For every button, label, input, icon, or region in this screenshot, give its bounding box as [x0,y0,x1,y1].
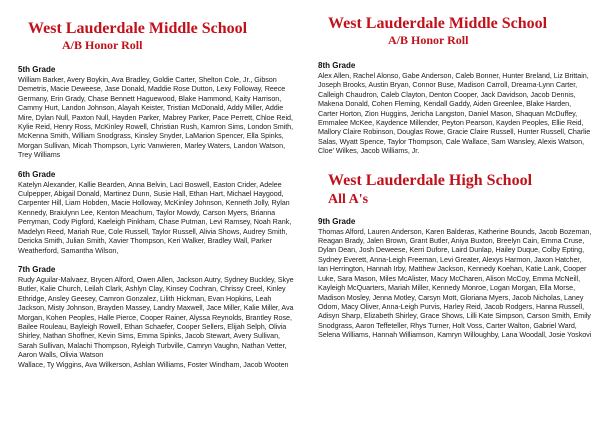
school-title: West Lauderdale Middle School [328,15,548,32]
student-list: Thomas Alford, Lauren Anderson, Karen Balderas, Katherine Bounds, Jacob Bozeman, Reagan Brady, Jalen Brown, Grant Butler, Aniya Buxton, Breelyn Cain, Emma Cruse, Dylan Dean, Josh Deweese, Kerri Dufore, Laird Dunlap, Hailey Duque, Colby Epting, Sydney Everett, Anna-Leigh Freeman, Levi Greater, Alexys Harmon, Jaxon Hatcher, Ian Herrington, Hannah Irby, Matthew Jackson, Kennedy Koehan, Katie Lank, Cooper Luke, Sara Mason, Miles McAlister, Macy McCharen, Alison McCoy, Emma McNeill, Kayleigh McQuarters, Mariah Miller, Kennedy Monroe, Logan Morgan, Ella Morse, Madison Mosley, Jenna Motley, Carsyn Mott, Gloriana Myers, Jacob Nicholas, Laney Odom, Macy Oliver, Anna-Leigh Purvis, Harley Reid, Jacob Rodgers, Hanna Russell, Adisyn Sharp, Elizabeth Shirley, Grace Shows, Lilli Kate Simpson, Carson Smith, Emily Snodgrass, Aaron Teffeteller, Rhys Turner, Holt Voss, Carter Walton, Gabriel Ward, Selena Williams, Hannah Williamson, Kamryn Willoughby, Lana Woodall, Josie Yoskovi [318,226,592,340]
high-school-title: West Lauderdale High School [328,171,533,189]
left-column [0,0,300,369]
honor-roll-title: A/B Honor Roll [388,33,469,47]
student-list: Katelyn Alexander, Kallie Bearden, Anna Belvin, Laci Boswell, Easton Crider, Adelee Culpepper, Abigail Donald, Martinez Dunn, Susie Hall, Ethan Hart, Michael Haygood, Carpenter Hill, Liam Hobden, Macie Holloway, McKinley Johnson, Kenneth Jolly, Rylan Kennedy, Braiulynn Lee, Kenton Meachum, Taylor Mowdy, Carson Myers, Brianna Perryman, Cody Pigford, Kaeleigh Pinkham, Chase Putman, Levi Ramsey, Noah Rank, Madelyn Reed, Mariah Rue, Cole Russell, Taylor Russell, Alivia Shows, Audrey Smith, Dericka Smith, Julian Smith, Xavier Thompson, Keri Walker, Bradley Wall, Parker Weatherford, Samantha Wilson, [18,179,292,255]
student-list: Rudy Aguilar-Malvaez, Brycen Alford, Owen Allen, Jackson Autry, Sydney Buckley, Skye Butler, Kalie Church, Leilah Clark, Ashlyn Clay, Kinsey Cochran, Chrissy Creel, Kinley Ethridge, Ansley Geesey, Camron Gonzalez, Lilith Hickman, Evan Hopkins, Leah Jackson, Misty Johnson, Brayden Massey, Landry Maxwell, Jace Miller, Kalie Miller, Ava Morgan, Kohen Peoples, Halle Pierce, Cooper Rainer, Alyssa Reynolds, Brantley Rose, Bailee Rouleau, Bayleigh Rowell, Ethan Schaefer, Cooper Sellers, Elijah Selph, Olivia Shirley, Nathan Shoffner, Kevin Sims, Emma Spinks, Jacob Stewart, Avery Sullivan, Sarah Sullivan, Malachi Thompson, Ryleigh Turbville, Camryn Vaughn, Nathan Vetter, Aaron Walls, Olivia Watson [18,274,294,360]
honor-roll-title: A/B Honor Roll [62,38,143,52]
student-list-continued: Wallace, Ty Wiggins, Ava Wilkerson, Ashlan Williams, Foster Windham, Jacob Wooten [18,359,289,369]
grade-heading: 6th Grade [18,169,56,179]
high-school-section [318,172,592,340]
school-title: West Lauderdale Middle School [28,20,248,37]
all-as-title: All A's [328,191,369,207]
grade-heading: 9th Grade [318,216,356,226]
grade-heading: 7th Grade [18,264,56,274]
grade-heading: 8th Grade [318,61,356,70]
grade-heading: 5th Grade [18,65,56,74]
student-list: Alex Allen, Rachel Alonso, Gabe Anderson, Caleb Bonner, Hunter Breland, Liz Brittain, Joseph Brooks, Austin Bryan, Connor Buse, Madison Carroll, Dreama-Lynn Carter, Calleigh Chaudron, Caleb Clayton, Denton Cooper, Jack Davidson, Jacob Dennis, Makena Donald, Cohen Fleming, Kendall Gaddy, Aiden Greenlee, Blake Harden, Carter Horton, Zion Huggins, Jericha Langston, Daniel Mason, Shaquan McDuffey, Emmalee McKee, Kaydence Millender, Peyton Pearson, Kayden Peoples, Ellie Reid, Mallory Claire Robinson, Douglas Rowe, Gracie Claire Russell, Hunter Russell, Charlie Salas, Wyatt Spence, Taylor Thompson, Cale Wallace, Sam Wansley, Alexis Watson, Cloe' Wilkes, Jacob Williams, Jr. [318,71,591,156]
student-list: William Barker, Avery Boykin, Ava Bradley, Goldie Carter, Shelton Cole, Jr., Gibson Demetris, Macie Deweese, Jase Donald, Maddie Rose Dutton, Lexy Followay, Reece Germany, Erin Grady, Chase Bennett Haguewood, Blake Hammond, Kaity Harrison, Cammy Hurt, Landon Johnson, Alayah Keister, Tristian McDonald, Addy Miller, Addie Mire, Dylan Null, Paxton Null, Hayden Parker, Mabrey Parker, Pace Perrett, Chloe Reid, Kylie Reid, Henry Ross, McKinley Rowell, Christian Rush, Kamron Sims, London Smith, McKenna Smith, William Snodgrass, Kinsley Snyder, LaMarion Spencer, Ella Spinks, Morgan Sullivan, Micah Thompson, Lyric Vanwieren, Marley Waters, Landon Watson, Trey Williams [18,75,294,160]
right-column [300,0,600,340]
